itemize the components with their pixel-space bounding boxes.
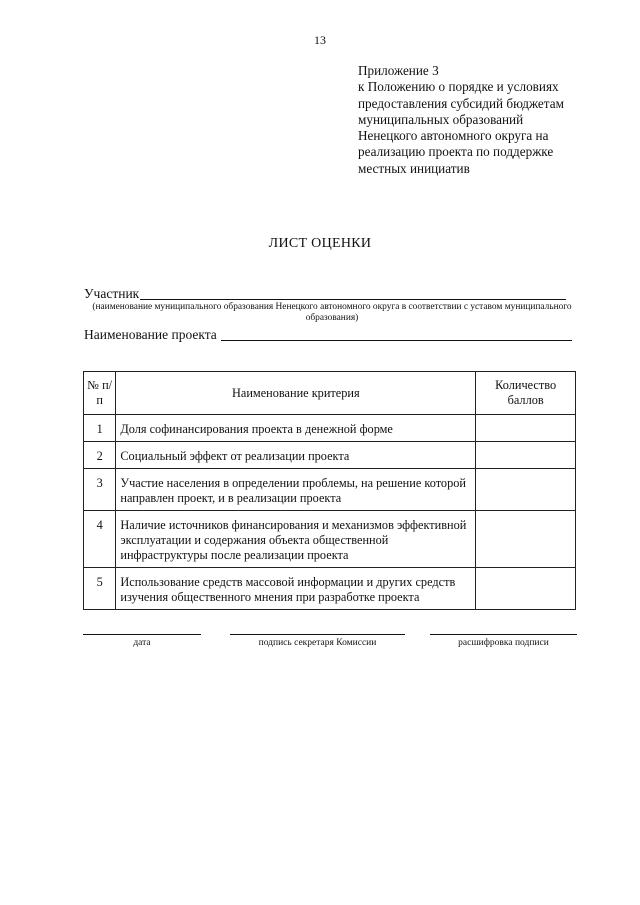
date-label: дата	[133, 638, 151, 648]
row-num: 4	[84, 511, 116, 568]
row-criterion: Участие населения в определении проблемы, на решение которой направлен проект, и в реализации проекта	[116, 469, 476, 511]
participant-label: Участник	[84, 286, 140, 301]
signature-decode-line[interactable]	[430, 634, 577, 635]
table-header-row	[84, 372, 576, 415]
appendix-line: муниципальных образований	[358, 111, 524, 127]
criteria-table	[83, 371, 576, 610]
table-row	[84, 511, 576, 568]
row-criterion: Наличие источников финансирования и механизмов эффективной эксплуатации и содержания объекта общественной инфраструктуры после реализации проекта	[116, 511, 476, 568]
participant-hint: (наименование муниципального образования Ненецкого автономного округа в соответствии с уставом муниципального образования)	[92, 302, 572, 323]
appendix-line: к Положению о порядке и условиях	[358, 79, 559, 95]
project-name-label: Наименование проекта	[84, 327, 217, 342]
appendix-line: Приложение 3	[358, 63, 439, 78]
appendix-reference	[358, 63, 628, 177]
row-criterion: Социальный эффект от реализации проекта	[116, 442, 476, 469]
table-row	[84, 415, 576, 442]
row-score-cell[interactable]	[476, 415, 576, 442]
row-num: 1	[84, 415, 116, 442]
signature-decode-label: расшифровка подписи	[458, 638, 549, 648]
row-score-cell[interactable]	[476, 511, 576, 568]
row-num: 3	[84, 469, 116, 511]
page-number: 13	[314, 33, 326, 47]
row-score-cell[interactable]	[476, 568, 576, 610]
appendix-line: Ненецкого автономного округа на	[358, 128, 549, 144]
secretary-signature-label: подпись секретаря Комиссии	[258, 638, 377, 648]
header-num: № п/п	[84, 372, 116, 415]
header-score: Количество баллов	[476, 372, 576, 415]
row-num: 5	[84, 568, 116, 610]
table-row	[84, 442, 576, 469]
table-row	[84, 568, 576, 610]
appendix-line: местных инициатив	[358, 160, 470, 176]
appendix-line: реализацию проекта по поддержке	[358, 144, 554, 160]
row-criterion: Использование средств массовой информации и других средств изучения общественного мнения при разработке проекта	[116, 568, 476, 610]
document-title: ЛИСТ ОЦЕНКИ	[268, 236, 372, 251]
secretary-signature-line[interactable]	[230, 634, 405, 635]
header-criterion: Наименование критерия	[116, 372, 476, 415]
row-criterion: Доля софинансирования проекта в денежной форме	[116, 415, 476, 442]
row-score-cell[interactable]	[476, 469, 576, 511]
row-num: 2	[84, 442, 116, 469]
date-signature-line[interactable]	[83, 634, 201, 635]
appendix-line: предоставления субсидий бюджетам	[358, 95, 564, 111]
table-row	[84, 469, 576, 511]
row-score-cell[interactable]	[476, 442, 576, 469]
project-name-field[interactable]	[221, 340, 572, 341]
participant-field[interactable]	[140, 299, 566, 300]
